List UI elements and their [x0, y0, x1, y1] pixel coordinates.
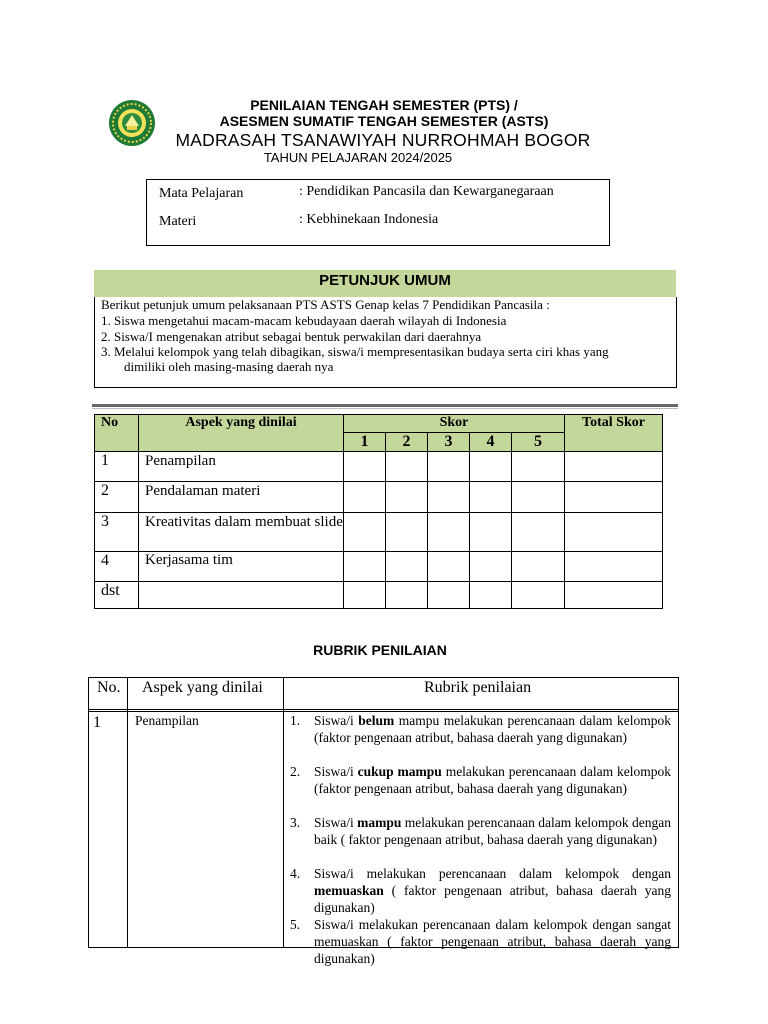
subject-info-box [146, 179, 610, 246]
score-level-1: 1 [344, 433, 386, 452]
col-header-aspect: Aspek yang dinilai [139, 415, 344, 452]
score-table [94, 414, 663, 609]
rubric-item-number: 1. [290, 713, 301, 728]
rubric-item-text: Siswa/i [314, 713, 359, 728]
rubric-col-header-rubric: Rubrik penilaian [424, 679, 532, 696]
col-header-score: Skor [344, 415, 565, 433]
rubric-item-emphasis: belum [358, 713, 395, 728]
rubric-item [290, 712, 671, 746]
rubric-item-number: 5. [290, 917, 301, 932]
instruction-item-continued: dimiliki oleh masing-masing daerah nya [124, 359, 334, 374]
general-instructions-box [94, 297, 677, 388]
instruction-item: 1. Siswa mengetahui macam-macam kebudayaan daerah wilayah di Indonesia [101, 313, 507, 328]
general-instructions-heading: PETUNJUK UMUM [94, 270, 676, 297]
score-level-2: 2 [386, 433, 428, 452]
rubric-row-aspect: Penampilan [135, 713, 199, 728]
row-number: 1 [95, 452, 139, 482]
row-aspect: Pendalaman materi [139, 482, 344, 513]
table-row [95, 582, 663, 609]
row-number: dst [95, 582, 139, 609]
row-aspect: Penampilan [139, 452, 344, 482]
topic-label: Materi [159, 214, 197, 229]
rubric-title: RUBRIK PENILAIAN [313, 642, 447, 658]
row-aspect: Kreativitas dalam membuat slide [139, 513, 344, 552]
row-number: 3 [95, 513, 139, 552]
instruction-item: 3. Melalui kelompok yang telah dibagikan, siswa/i mempresentasikan budaya serta ciri khas yang [101, 344, 609, 359]
section-divider [92, 404, 678, 407]
rubric-item-number: 2. [290, 764, 301, 779]
rubric-item-emphasis: memuaskan [314, 883, 384, 898]
rubric-item-text: melakukan perencanaan dalam kelompok dengan baik ( faktor pengenaan atribut, bahasa daerah yang digunakan) [314, 815, 671, 847]
rubric-item-text: melakukan perencanaan dalam kelompok (faktor pengenaan atribut, bahasa daerah yang digunakan) [314, 764, 671, 796]
subject-label: Mata Pelajaran [159, 186, 244, 201]
table-row [95, 452, 663, 482]
rubric-table [88, 677, 679, 966]
row-number: 4 [95, 552, 139, 582]
rubric-item [290, 763, 671, 797]
rubric-col-divider [127, 678, 128, 947]
instructions-intro: Berikut petunjuk umum pelaksanaan PTS ASTS Genap kelas 7 Pendidikan Pancasila : [101, 297, 550, 312]
score-level-3: 3 [428, 433, 470, 452]
topic-value: : Kebhinekaan Indonesia [299, 212, 439, 227]
table-row [95, 552, 663, 582]
rubric-item [290, 865, 671, 916]
col-header-total: Total Skor [565, 415, 663, 452]
rubric-col-header-aspect: Aspek yang dinilai [142, 679, 263, 696]
rubric-col-header-no: No. [97, 679, 121, 696]
rubric-item [290, 814, 671, 848]
rubric-item-number: 4. [290, 866, 301, 881]
academic-year: TAHUN PELAJARAN 2024/2025 [263, 150, 453, 165]
rubric-item-text: Siswa/i [314, 815, 358, 830]
rubric-item-text: Siswa/i melakukan perencanaan dalam kelompok dengan sangat memuaskan ( faktor pengenaan atribut, bahasa daerah yang digunakan) [314, 917, 671, 966]
row-number: 2 [95, 482, 139, 513]
rubric-col-divider [283, 678, 284, 947]
rubric-item-emphasis: mampu [357, 815, 402, 830]
rubric-item-emphasis: cukup mampu [357, 764, 442, 779]
table-row [95, 482, 663, 513]
rubric-item-text: mampu melakukan perencanaan dalam kelompok (faktor pengenaan atribut, bahasa daerah yang digunakan) [314, 713, 671, 745]
section-divider-shadow [92, 408, 678, 409]
rubric-row-divider [89, 709, 678, 710]
subject-value: : Pendidikan Pancasila dan Kewarganegaraan [299, 184, 554, 199]
rubric-item [290, 916, 671, 967]
col-header-no: No [95, 415, 139, 452]
rubric-item-number: 3. [290, 815, 301, 830]
rubric-item-text: Siswa/i melakukan perencanaan dalam kelompok dengan [314, 866, 671, 881]
school-name: MADRASAH TSANAWIYAH NURROHMAH BOGOR [175, 130, 591, 150]
header-title-pts: PENILAIAN TENGAH SEMESTER (PTS) / [250, 97, 518, 113]
row-aspect: Kerjasama tim [139, 552, 344, 582]
rubric-item-text: Siswa/i [314, 764, 358, 779]
header-title-asts: ASESMEN SUMATIF TENGAH SEMESTER (ASTS) [219, 113, 549, 129]
rubric-item-text: ( faktor pengenaan atribut, bahasa daerah yang digunakan) [314, 883, 671, 915]
row-aspect [139, 582, 344, 609]
table-row [95, 513, 663, 552]
score-level-4: 4 [470, 433, 512, 452]
rubric-row-number: 1 [93, 714, 101, 731]
score-level-5: 5 [512, 433, 565, 452]
instruction-item: 2. Siswa/I mengenakan atribut sebagai bentuk perwakilan dari daerahnya [101, 329, 482, 344]
